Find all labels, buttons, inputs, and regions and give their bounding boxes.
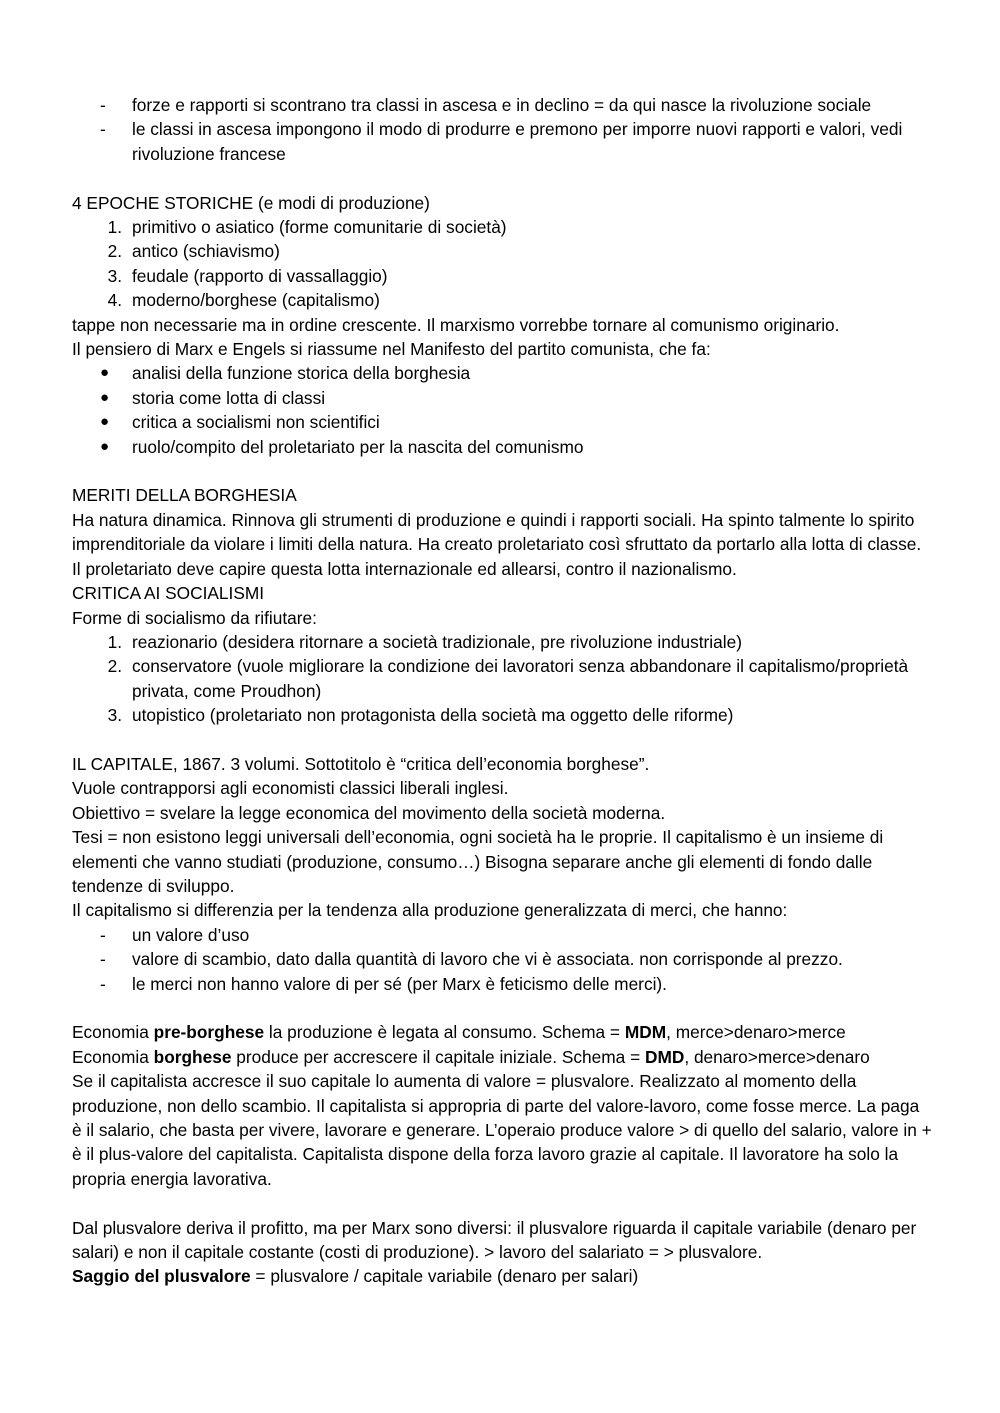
- paragraph: Vuole contrapporsi agli economisti classici liberali inglesi.: [72, 778, 509, 799]
- list-item: 1. reazionario (desidera ritornare a società tradizionale, pre rivoluzione industriale): [107, 631, 742, 652]
- spacer: [72, 728, 932, 752]
- section-heading-meriti: MERITI DELLA BORGHESIA: [72, 485, 297, 506]
- paragraph: Tesi = non esistono leggi universali dell’economia, ogni società ha le proprie. Il capitalismo è un insieme di elementi che vanno studiati (produzione, consumo…) Bisogna separare anche gli elementi di fondo dalle tendenze di sviluppo.: [72, 827, 884, 896]
- list-item: ● critica a socialismi non scientifici: [100, 412, 380, 433]
- socialism-list: [72, 630, 932, 728]
- section-heading-epochs: 4 EPOCHE STORICHE (e modi di produzione): [72, 192, 430, 213]
- intro-list: [72, 93, 932, 166]
- list-item: ● storia come lotta di classi: [100, 387, 326, 408]
- paragraph-economia-borghese: Economia borghese produce per accrescere il capitale iniziale. Schema = DMD, denaro>merce>denaro: [72, 1046, 870, 1067]
- paragraph: Il pensiero di Marx e Engels si riassume nel Manifesto del partito comunista, che fa:: [72, 339, 711, 360]
- paragraph-saggio: Saggio del plusvalore = plusvalore / capitale variabile (denaro per salari): [72, 1266, 639, 1287]
- list-item: - le classi in ascesa impongono il modo di produrre e premono per imporre nuovi rapporti e valori, vedi rivoluzione francese: [100, 119, 903, 164]
- spacer: [72, 166, 932, 190]
- list-item: 3. utopistico (proletariato non protagonista della società ma oggetto delle riforme): [107, 705, 734, 726]
- list-item: 4. moderno/borghese (capitalismo): [107, 290, 380, 311]
- spacer: [72, 996, 932, 1020]
- section-heading-capitale: IL CAPITALE, 1867. 3 volumi. Sottotitolo è “critica dell’economia borghese”.: [72, 753, 650, 774]
- section-heading-critica: CRITICA AI SOCIALISMI: [72, 583, 265, 604]
- paragraph-economia-pre: Economia pre-borghese la produzione è legata al consumo. Schema = MDM, merce>denaro>merce: [72, 1022, 846, 1043]
- paragraph: Il capitalismo si differenzia per la tendenza alla produzione generalizzata di merci, che hanno:: [72, 900, 788, 921]
- spacer: [72, 459, 932, 483]
- epochs-list: [72, 215, 932, 313]
- manifesto-list: [72, 361, 932, 459]
- list-item: - forze e rapporti si scontrano tra classi in ascesa e in declino = da qui nasce la rivoluzione sociale: [100, 95, 872, 115]
- list-item: - valore di scambio, dato dalla quantità di lavoro che vi è associata. non corrisponde al prezzo.: [100, 949, 843, 970]
- list-item: 2. conservatore (vuole migliorare la condizione dei lavoratori senza abbandonare il capitalismo/proprietà privata, come Proudhon): [107, 656, 909, 701]
- list-item: - le merci non hanno valore di per sé (per Marx è feticismo delle merci).: [100, 973, 667, 994]
- list-item: ● analisi della funzione storica della borghesia: [100, 363, 471, 384]
- paragraph: Dal plusvalore deriva il profitto, ma per Marx sono diversi: il plusvalore riguarda il capitale variabile (denaro per salari) e non il capitale costante (costi di produzione). > lavoro del salariato = > plusvalore.: [72, 1217, 917, 1263]
- document-page: [72, 93, 932, 1289]
- paragraph: Forme di socialismo da rifiutare:: [72, 607, 317, 628]
- list-item: - un valore d’uso: [100, 924, 250, 945]
- paragraph: Ha natura dinamica. Rinnova gli strumenti di produzione e quindi i rapporti sociali. Ha spinto talmente lo spirito imprenditoriale da violare i limiti della natura. Ha creato proletariato così sfruttato da portarlo alla lotta di classe. Il proletariato deve capire questa lotta internazionale ed allearsi, contro il nazionalismo.: [72, 509, 922, 579]
- list-item: 2. antico (schiavismo): [107, 241, 280, 262]
- paragraph: Obiettivo = svelare la legge economica del movimento della società moderna.: [72, 802, 666, 823]
- spacer: [72, 1191, 932, 1215]
- list-item: 1. primitivo o asiatico (forme comunitarie di società): [107, 217, 507, 238]
- paragraph: tappe non necessarie ma in ordine crescente. Il marxismo vorrebbe tornare al comunismo originario.: [72, 314, 840, 335]
- paragraph: Se il capitalista accresce il suo capitale lo aumenta di valore = plusvalore. Realizzato al momento della produzione, non dello scambio. Il capitalista si appropria di parte del valore-lavoro, come fosse merce. La paga è il salario, che basta per vivere, lavorare e generare. L’operaio produce valore > di quello del salario, valore in + è il plus-valore del capitalista. Capitalista dispone della forza lavoro grazie al capitale. Il lavoratore ha solo la propria energia lavorativa.: [72, 1071, 932, 1189]
- list-item: ● ruolo/compito del proletariato per la nascita del comunismo: [100, 436, 584, 457]
- list-item: 3. feudale (rapporto di vassallaggio): [107, 265, 388, 286]
- merci-list: [72, 923, 932, 996]
